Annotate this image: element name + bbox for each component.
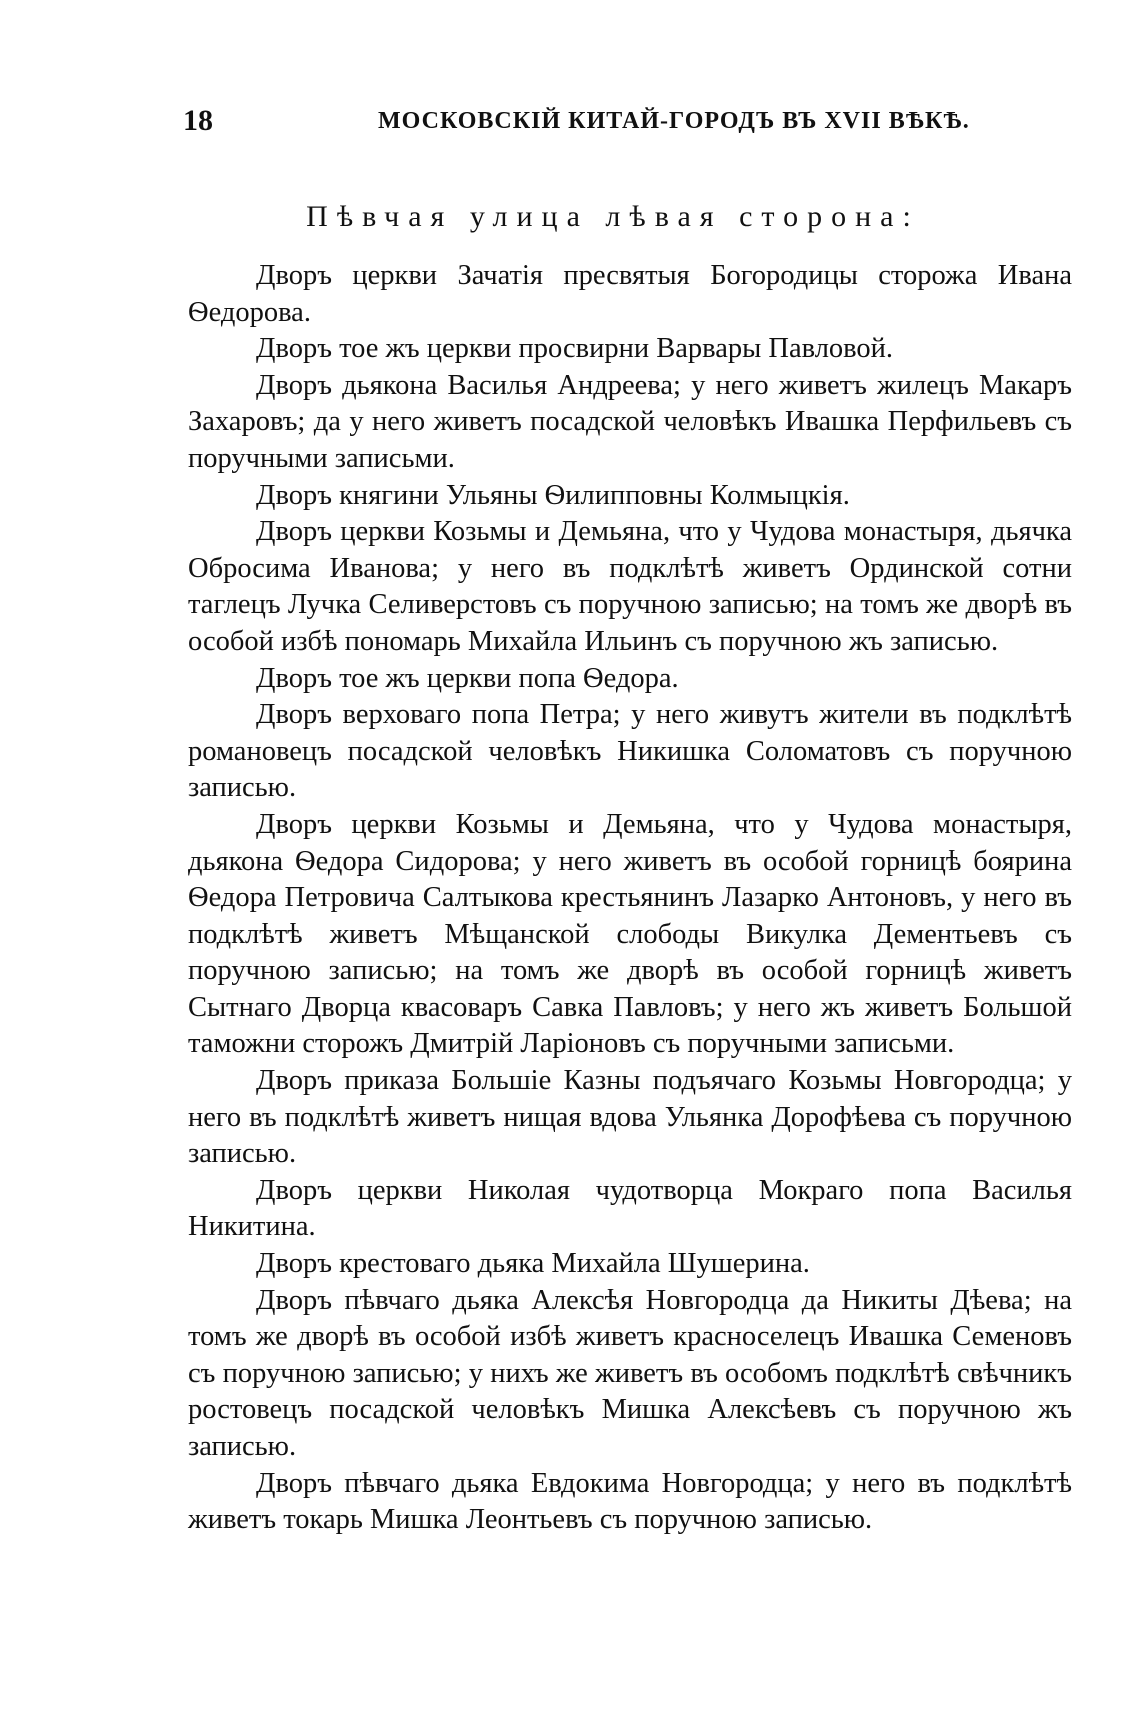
section-heading: Пѣвчая улица лѣвая сторона: <box>306 200 920 233</box>
paragraph: Дворъ дьякона Василья Андреева; у него живетъ жилецъ Макаръ Захаровъ; да у него живетъ посадской человѣкъ Ивашка Перфильевъ съ поручными записьми. <box>188 369 1072 474</box>
paragraph: Дворъ княгини Ульяны Ѳилипповны Колмыцкія. <box>256 479 850 511</box>
paragraph: Дворъ церкви Зачатія пресвятыя Богородицы сторожа Ивана Ѳедорова. <box>188 260 1072 328</box>
page-number: 18 <box>183 104 213 137</box>
running-head <box>183 104 1043 144</box>
body-text <box>188 258 1072 1539</box>
paragraph: Дворъ крестоваго дьяка Михайла Шушерина. <box>256 1248 810 1280</box>
running-title: МОСКОВСКІЙ КИТАЙ-ГОРОДЪ ВЪ XVII ВѢКѢ. <box>378 108 970 134</box>
paragraph: Дворъ церкви Козьмы и Демьяна, что у Чудова монастыря, дьячка Обросима Иванова; у него въ подклѣтѣ живетъ Ординской сотни таглецъ Лучка Селиверстовъ съ поручною записью; на томъ же дворѣ въ особой избѣ пономарь Михайла Ильинъ съ поручною жъ записью. <box>188 516 1072 657</box>
paragraph: Дворъ пѣвчаго дьяка Евдокима Новгородца; у него въ подклѣтѣ живетъ токарь Мишка Леонтьевъ съ поручною записью. <box>188 1467 1072 1536</box>
paragraph: Дворъ тое жъ церкви попа Ѳедора. <box>256 662 679 694</box>
paragraph: Дворъ церкви Николая чудотворца Мокраго попа Василья Никитина. <box>188 1174 1072 1243</box>
paragraph: Дворъ тое жъ церкви просвирни Варвары Павловой. <box>256 333 894 365</box>
paragraph: Дворъ пѣвчаго дьяка Алексѣя Новгородца да Никиты Дѣева; на томъ же дворѣ въ особой избѣ живетъ красноселецъ Ивашка Семеновъ съ поручною записью; у нихъ же живетъ въ особомъ подклѣтѣ свѣчникъ ростовецъ посадской человѣкъ Мишка Алексѣевъ съ поручною жъ записью. <box>188 1284 1072 1462</box>
paragraph: Дворъ верховаго попа Петра; у него живутъ жители въ подклѣтѣ романовецъ посадской человѣкъ Никишка Соломатовъ съ поручною записью. <box>188 699 1072 804</box>
paragraph: Дворъ церкви Козьмы и Демьяна, что у Чудова монастыря, дьякона Ѳедора Сидорова; у него живетъ въ особой горницѣ боярина Ѳедора Петровича Салтыкова крестьянинъ Лазарко Антоновъ, у него въ подклѣтѣ живетъ Мѣщанской слободы Викулка Дементьевъ съ поручною записью; на томъ же дворѣ въ особой горницѣ живетъ Сытнаго Дворца квасоваръ Савка Павловъ; у него жъ живетъ Большой таможни сторожъ Дмитрій Ларіоновъ съ поручными записьми. <box>188 808 1072 1060</box>
paragraph: Дворъ приказа Большіе Казны подъячаго Козьмы Новгородца; у него въ подклѣтѣ живетъ нищая вдова Ульянка Дорофѣева съ поручною записью. <box>188 1065 1072 1170</box>
